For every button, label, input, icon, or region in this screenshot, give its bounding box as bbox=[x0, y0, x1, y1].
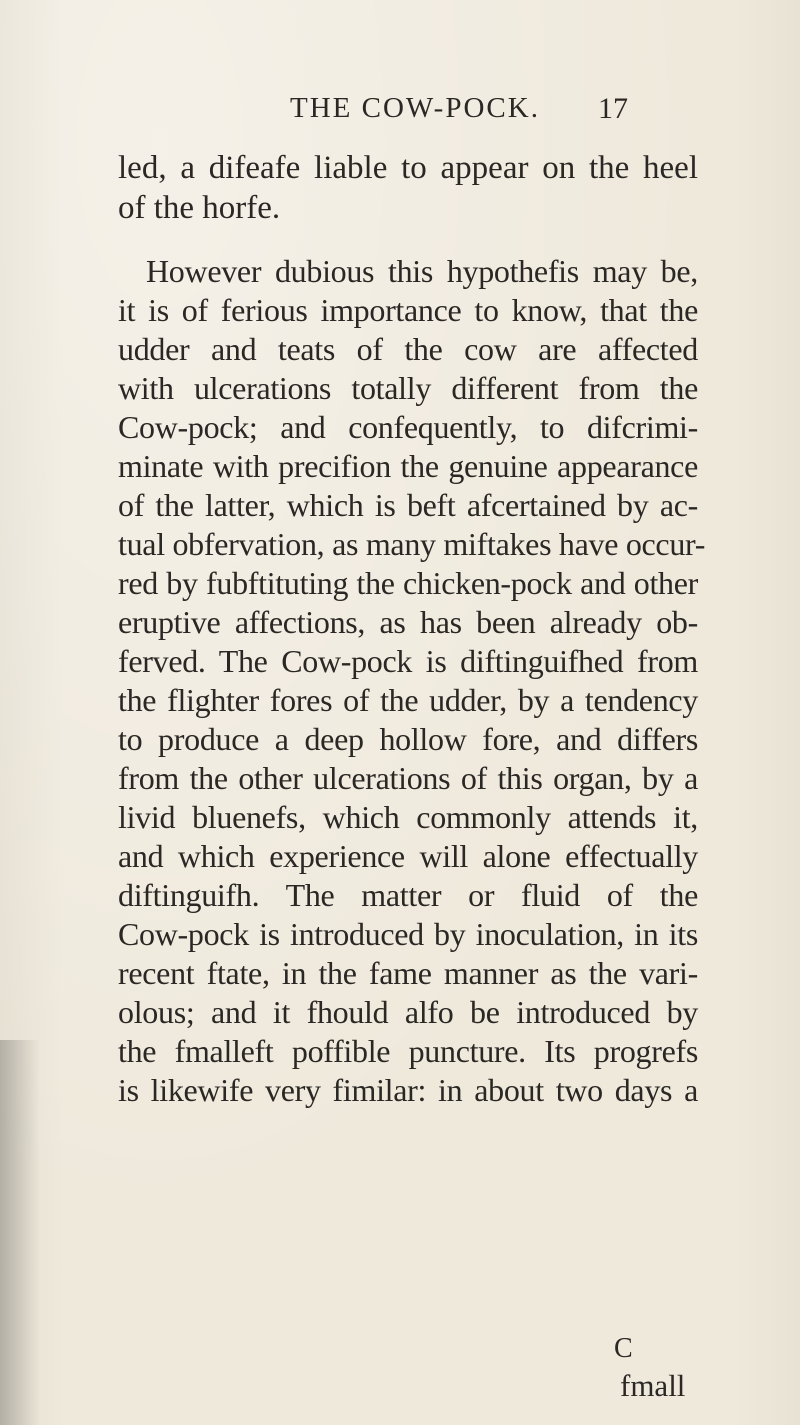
paragraph-2 bbox=[118, 252, 706, 1110]
paragraph-gap bbox=[118, 228, 698, 252]
running-head bbox=[0, 92, 800, 132]
text-line: and which experience will alone effectually bbox=[118, 838, 698, 874]
running-title: THE COW-POCK. bbox=[290, 92, 540, 124]
text-line: with ulcerations totally different from the bbox=[118, 370, 698, 406]
text-line: red by fubftituting the chicken-pock and other bbox=[118, 565, 698, 601]
text-line: to produce a deep hollow fore, and differs bbox=[118, 721, 698, 757]
page-edge-shadow bbox=[0, 1040, 40, 1425]
text-line: the flighter fores of the udder, by a tendency bbox=[118, 682, 698, 718]
text-line: eruptive affections, as has been already ob- bbox=[118, 604, 698, 640]
paragraph-1 bbox=[118, 148, 698, 228]
text-line: the fmalleft poffible puncture. Its progrefs bbox=[118, 1033, 698, 1069]
text-line: udder and teats of the cow are affected bbox=[118, 331, 698, 367]
text-line: However dubious this hypothefis may be, bbox=[146, 253, 698, 289]
text-line: Cow-pock; and confequently, to difcrimi- bbox=[118, 409, 698, 445]
text-line: is likewife very fimilar: in about two days a bbox=[118, 1072, 698, 1108]
text-line: ferved. The Cow-pock is diftinguifhed from bbox=[118, 643, 698, 679]
text-line: livid bluenefs, which commonly attends it, bbox=[118, 799, 698, 835]
text-line: from the other ulcerations of this organ, by a bbox=[118, 760, 698, 796]
text-line: it is of ferious importance to know, that the bbox=[118, 292, 698, 328]
page-number: 17 bbox=[598, 92, 628, 125]
text-line: olous; and it fhould alfo be introduced by bbox=[118, 994, 698, 1030]
text-line: minate with precifion the genuine appearance bbox=[118, 448, 698, 484]
text-line: recent ftate, in the fame manner as the vari- bbox=[118, 955, 698, 991]
text-line: of the horfe. bbox=[118, 190, 281, 226]
signature-mark: C bbox=[614, 1333, 633, 1364]
catchword: fmall bbox=[620, 1368, 686, 1403]
text-line: tual obfervation, as many miftakes have occur- bbox=[118, 526, 706, 562]
text-line: of the latter, which is beft afcertained by ac- bbox=[118, 487, 698, 523]
text-line: Cow-pock is introduced by inoculation, in its bbox=[118, 916, 698, 952]
text-line: diftinguifh. The matter or fluid of the bbox=[118, 877, 698, 913]
body-text bbox=[118, 148, 706, 1110]
text-line: led, a difeafe liable to appear on the heel bbox=[118, 150, 698, 186]
